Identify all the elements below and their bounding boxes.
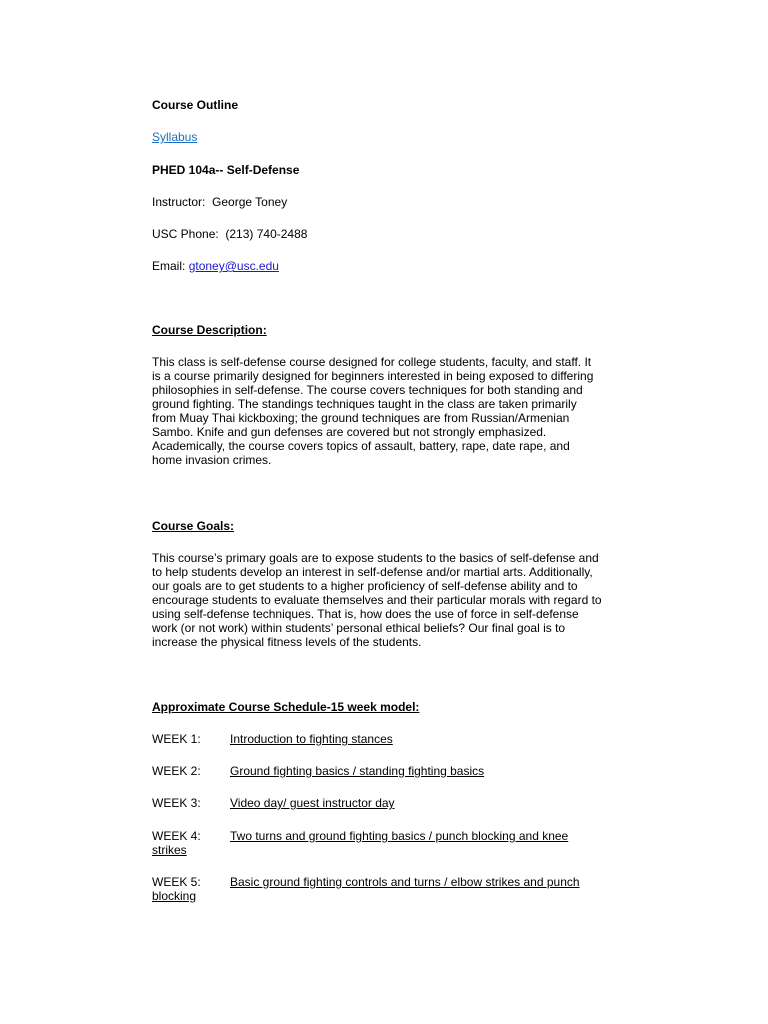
goals-heading: Course Goals: bbox=[152, 519, 235, 533]
instructor-line bbox=[152, 195, 287, 209]
week-topic: Two turns and ground fighting basics / punch blocking and knee strikes bbox=[152, 829, 569, 857]
week-label: WEEK 4: bbox=[152, 829, 201, 843]
page-title: Course Outline bbox=[152, 98, 239, 112]
week-label: WEEK 5: bbox=[152, 875, 201, 889]
description-heading: Course Description: bbox=[152, 323, 267, 337]
week-topic: Video day/ guest instructor day bbox=[230, 796, 395, 810]
schedule-week-item bbox=[152, 829, 584, 857]
week-label: WEEK 2: bbox=[152, 764, 201, 778]
goals-body: This course’s primary goals are to expose students to the basics of self-defense and to help students develop an interest in self-defense and/or martial arts. Additionally, our goals are to get students to a higher proficiency of self-defense ability and to encourage students to evaluate themselves and their particular morals with regard to using self-defense techniques. That is, how does the use of force in self-defense work (or not work) within students’ personal ethical beliefs? Our final goal is to increase the physical fitness levels of the students. bbox=[152, 551, 602, 649]
week-topic: Introduction to fighting stances bbox=[230, 732, 393, 746]
phone-line bbox=[152, 227, 307, 241]
week-label: WEEK 3: bbox=[152, 796, 201, 810]
schedule-week-item bbox=[152, 732, 584, 746]
instructor-label: Instructor: bbox=[152, 195, 206, 209]
schedule-week-item bbox=[152, 764, 584, 778]
email-line bbox=[152, 259, 279, 273]
week-label: WEEK 1: bbox=[152, 732, 201, 746]
schedule-week-item bbox=[152, 796, 584, 810]
schedule-heading: Approximate Course Schedule-15 week model: bbox=[152, 700, 420, 714]
week-topic: Basic ground fighting controls and turns / elbow strikes and punch blocking bbox=[152, 875, 580, 903]
week-topic: Ground fighting basics / standing fighting basics bbox=[230, 764, 485, 778]
instructor-name: George Toney bbox=[212, 195, 288, 209]
description-body: This class is self-defense course designed for college students, faculty, and staff. It is a course primarily designed for beginners interested in being exposed to differing philosophies in self-defense. The course covers techniques for both standing and ground fighting. The standings techniques taught in the class are taken primarily from Muay Thai kickboxing; the ground techniques are from Russian/Armenian Sambo. Knife and gun defenses are covered but not strongly emphasized. Academically, the course covers topics of assault, battery, rape, date rape, and home invasion crimes. bbox=[152, 355, 594, 467]
phone-label: USC Phone: bbox=[152, 227, 219, 241]
phone-value: (213) 740-2488 bbox=[225, 227, 308, 241]
email-label: Email: bbox=[152, 259, 186, 273]
email-link[interactable]: gtoney@usc.edu bbox=[188, 259, 279, 273]
schedule-week-item bbox=[152, 875, 584, 903]
syllabus-link[interactable]: Syllabus bbox=[152, 130, 198, 144]
course-code: PHED 104a-- Self-Defense bbox=[152, 163, 300, 177]
